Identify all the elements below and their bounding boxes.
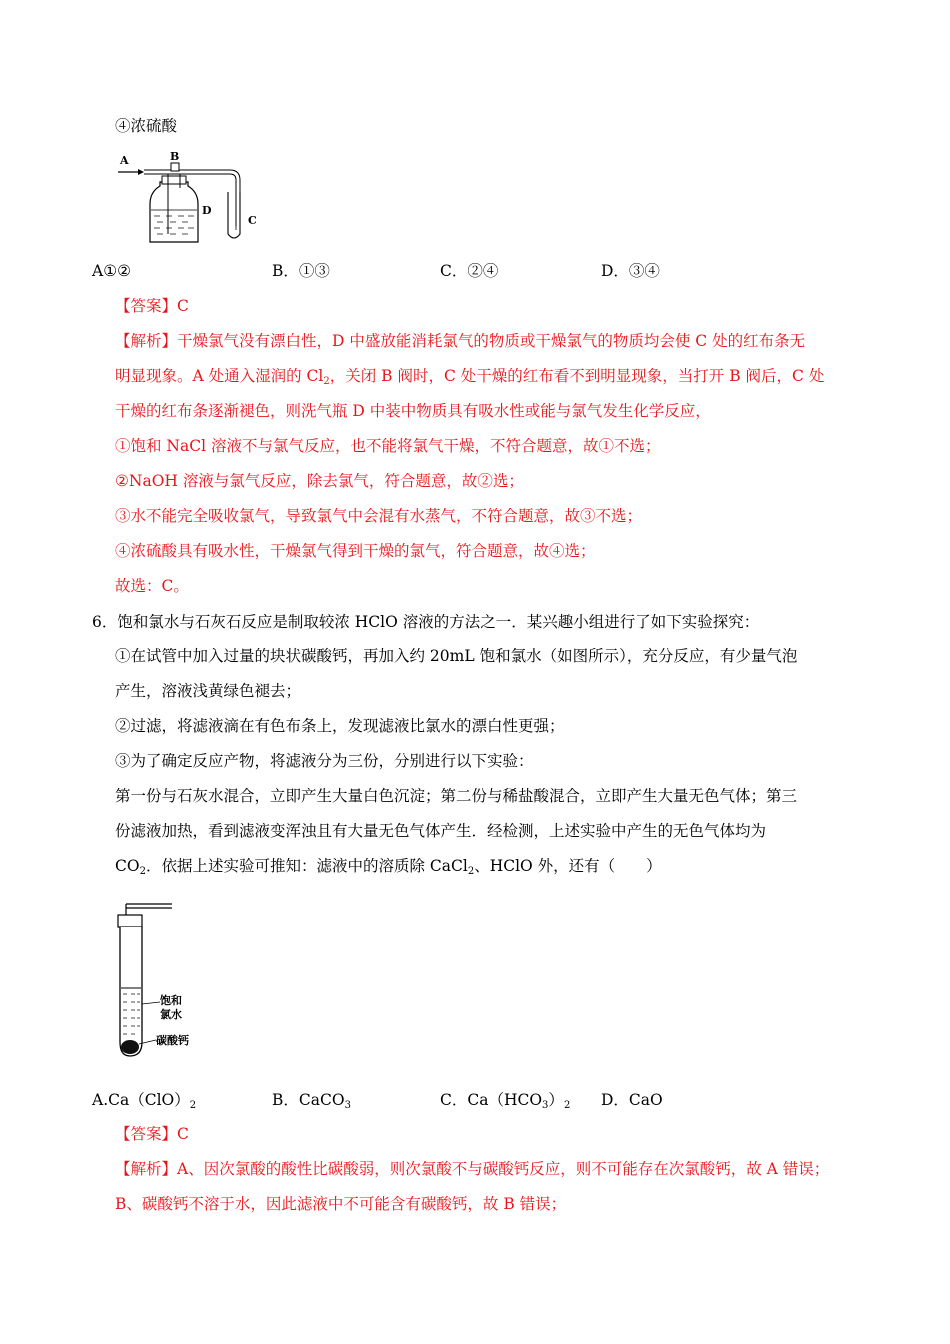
q5-analysis-line-8: 故选：C。 bbox=[115, 577, 189, 595]
q5-option-a: A①② bbox=[92, 262, 131, 280]
washing-bottle-figure bbox=[112, 148, 262, 248]
q6-step1-line-1: ①在试管中加入过量的块状碳酸钙，再加入约 20mL 饱和氯水（如图所示），充分反应，有少量气泡 bbox=[115, 647, 798, 665]
label-a: A bbox=[120, 154, 129, 167]
q6-step3: ③为了确定反应产物，将滤液分为三份，分别进行以下实验： bbox=[115, 752, 534, 770]
q5-analysis-line-4: ①饱和 NaCl 溶液不与氯气反应，也不能将氯气干燥，不符合题意，故①不选； bbox=[115, 437, 661, 455]
q5-option-b: B．①③ bbox=[272, 262, 330, 280]
q6-step2: ②过滤，将滤液滴在有色布条上，发现滤液比氯水的漂白性更强； bbox=[115, 717, 565, 735]
label-chlorine-water: 氯水 bbox=[160, 1008, 182, 1021]
q6-detail-line-3: $CO_2$．依据上述实验可推知：滤液中的溶质除 CaCl$_2$、HClO 外，还有（ ） bbox=[115, 857, 662, 877]
label-b: B bbox=[170, 150, 180, 163]
q5-analysis-line-7: ④浓硫酸具有吸水性，干燥氯气得到干燥的氯气，符合题意，故④选； bbox=[115, 542, 596, 560]
label-d: D bbox=[202, 204, 212, 217]
q6-analysis-line-1: 【解析】A、因次氯酸的酸性比碳酸弱，则次氯酸不与碳酸钙反应，则不可能存在次氯酸钙，故 A 错误； bbox=[115, 1160, 830, 1178]
q6-step1-line-2: 产生，溶液浅黄绿色褪去； bbox=[115, 682, 302, 700]
q5-item4: ④浓硫酸 bbox=[115, 117, 178, 135]
q6-option-d: D．CaO bbox=[601, 1091, 663, 1109]
q6-analysis-tag: 【解析】 bbox=[115, 1160, 178, 1178]
label-caco3: 碳酸钙 bbox=[156, 1034, 189, 1047]
q5-analysis-line-3: 干燥的红布条逐渐褪色，则洗气瓶 D 中装中物质具有吸水性或能与氯气发生化学反应， bbox=[115, 402, 711, 420]
q6-option-b: B．CaCO$_3$ bbox=[272, 1091, 351, 1111]
label-c: C bbox=[248, 214, 257, 227]
test-tube-figure bbox=[108, 898, 208, 1060]
q6-detail-line-1: 第一份与石灰水混合，立即产生大量白色沉淀；第二份与稀盐酸混合，立即产生大量无色气体；第三 bbox=[115, 787, 798, 805]
q6-detail-line-2: 份滤液加热，看到滤液变浑浊且有大量无色气体产生．经检测，上述实验中产生的无色气体均为 bbox=[115, 822, 767, 840]
q6-stem: 6．饱和氯水与石灰石反应是制取较浓 HClO 溶液的方法之一．某兴趣小组进行了如下实验探究： bbox=[92, 613, 760, 631]
q5-option-d: D．③④ bbox=[601, 262, 660, 280]
q5-analysis-line-1: 【解析】干燥氯气没有漂白性，D 中盛放能消耗氯气的物质或干燥氯气的物质均会使 C 处的红布条无 bbox=[115, 332, 806, 350]
q5-answer: 【答案】C bbox=[115, 297, 189, 315]
q6-option-a: $A.Ca(ClO)_2$ bbox=[92, 1091, 197, 1111]
q5-option-c: C．②④ bbox=[440, 262, 499, 280]
q5-analysis-line-2: 明显现象。A 处通入湿润的 $Cl_2$，关闭 B 阀时，C 处干燥的红布看不到明显现象，当打开 B 阀后，C 处 bbox=[115, 367, 825, 387]
q6-answer: 【答案】C bbox=[115, 1125, 189, 1143]
q6-option-c: C．$Ca(HCO_3)_2$ bbox=[440, 1091, 571, 1111]
q6-analysis-line-2: B、碳酸钙不溶于水，因此滤液中不可能含有碳酸钙，故 B 错误； bbox=[115, 1195, 567, 1213]
label-saturated: 饱和 bbox=[160, 994, 182, 1007]
q5-analysis-line-5: ②NaOH 溶液与氯气反应，除去氯气，符合题意，故②选； bbox=[115, 472, 524, 490]
q5-analysis-tag: 【解析】 bbox=[115, 332, 178, 350]
q5-analysis-line-6: ③水不能完全吸收氯气，导致氯气中会混有水蒸气，不符合题意，故③不选； bbox=[115, 507, 643, 525]
